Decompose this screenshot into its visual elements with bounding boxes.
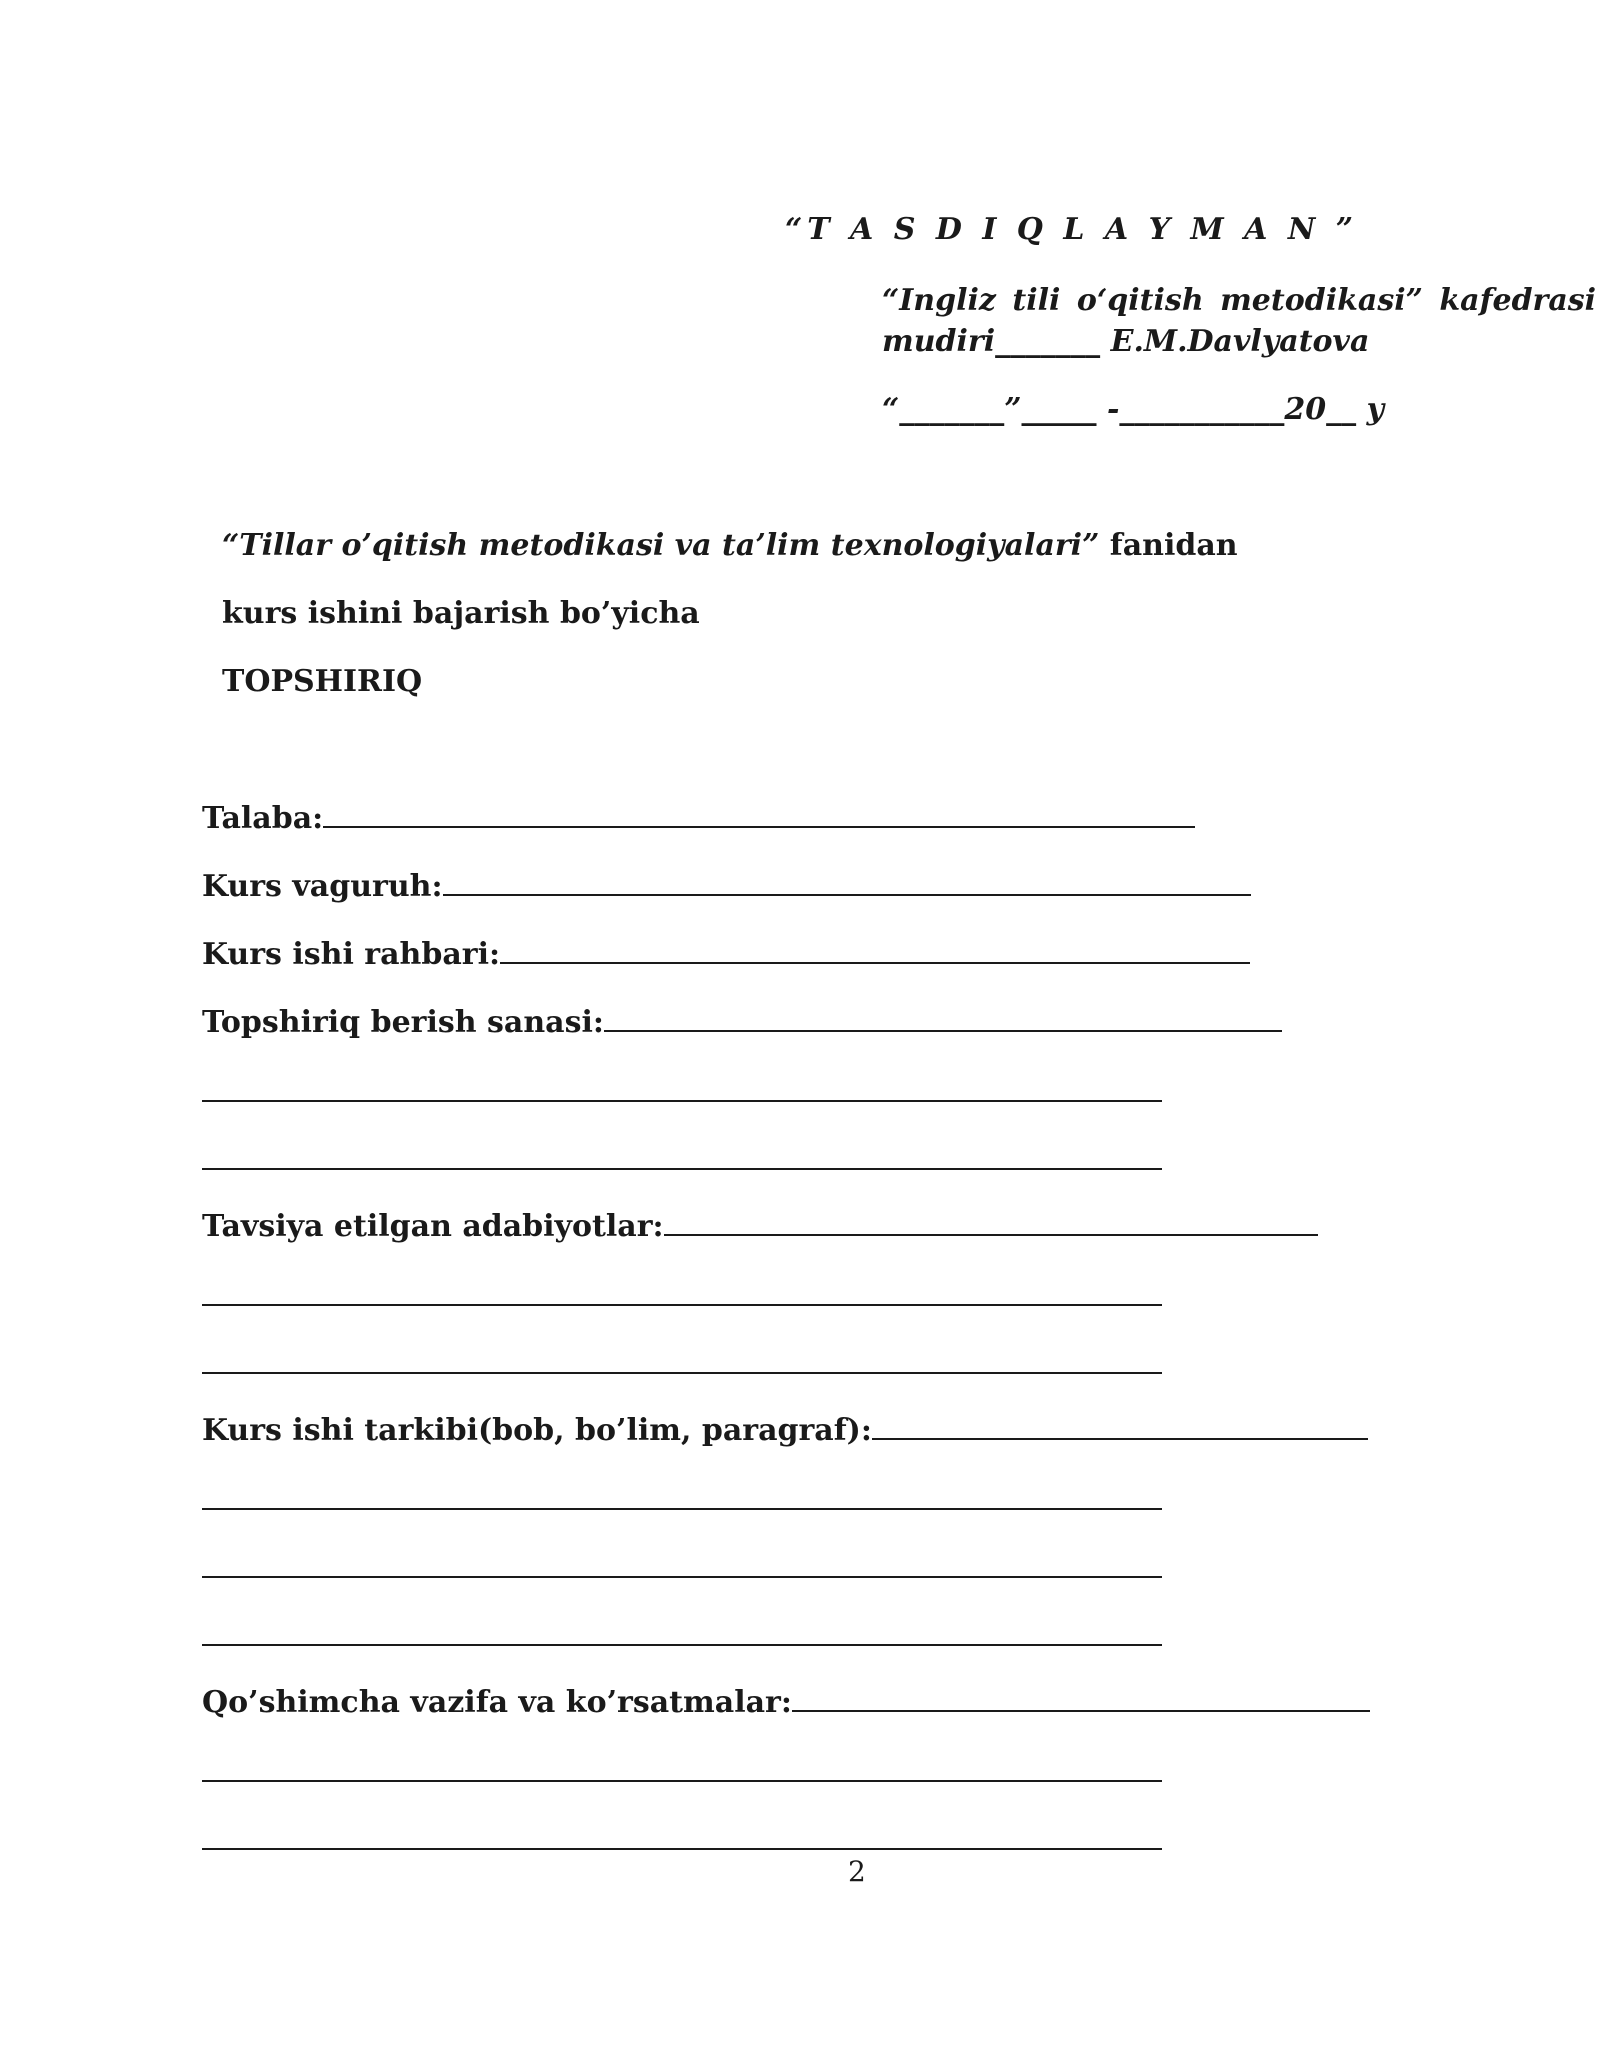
structure-field [202, 1410, 1368, 1448]
approval-head-line: mudiri_______ E.M.Davlyatova [882, 324, 1370, 359]
approval-title: “T A S D I Q L A Y M A N ” [785, 212, 1358, 247]
course-work-line: kurs ishini bajarish bo’yicha [222, 596, 700, 631]
blank-line[interactable] [202, 1780, 1162, 1782]
subject-heading [222, 528, 1238, 563]
blank-line[interactable] [202, 1848, 1162, 1850]
student-blank[interactable] [323, 798, 1195, 828]
additional-label: Qo’shimcha vazifa va ko’rsatmalar: [202, 1685, 792, 1720]
issue-date-label: Topshiriq berish sanasi: [202, 1005, 604, 1040]
blank-line[interactable] [202, 1644, 1162, 1646]
blank-line[interactable] [202, 1372, 1162, 1374]
student-label: Talaba: [202, 801, 324, 836]
student-field [202, 798, 1195, 836]
supervisor-field [202, 934, 1250, 972]
literature-blank[interactable] [664, 1206, 1318, 1236]
blank-line[interactable] [202, 1508, 1162, 1510]
structure-blank[interactable] [872, 1410, 1368, 1440]
blank-line[interactable] [202, 1100, 1162, 1102]
blank-line[interactable] [202, 1304, 1162, 1306]
additional-field [202, 1682, 1370, 1720]
assignment-title: TOPSHIRIQ [222, 664, 423, 699]
subject-suffix: fanidan [1099, 528, 1238, 563]
structure-label: Kurs ishi tarkibi(bob, bo’lim, paragraf): [202, 1413, 872, 1448]
approval-date-line: “_______”_____ -___________20__ y [882, 392, 1385, 427]
page-number: 2 [848, 1855, 866, 1888]
issue-date-field [202, 1002, 1282, 1040]
supervisor-blank[interactable] [500, 934, 1250, 964]
supervisor-label: Kurs ishi rahbari: [202, 937, 501, 972]
literature-label: Tavsiya etilgan adabiyotlar: [202, 1209, 664, 1244]
course-group-blank[interactable] [443, 866, 1251, 896]
approval-department-line: “Ingliz tili o‘qitish metodikasi” kafedrasi [882, 283, 1597, 318]
blank-line[interactable] [202, 1168, 1162, 1170]
additional-blank[interactable] [792, 1682, 1370, 1712]
subject-title: “Tillar o’qitish metodikasi va ta’lim texnologiyalari” [222, 528, 1100, 563]
course-group-label: Kurs vaguruh: [202, 869, 443, 904]
course-group-field [202, 866, 1251, 904]
literature-field [202, 1206, 1318, 1244]
blank-line[interactable] [202, 1576, 1162, 1578]
issue-date-blank[interactable] [604, 1002, 1282, 1032]
